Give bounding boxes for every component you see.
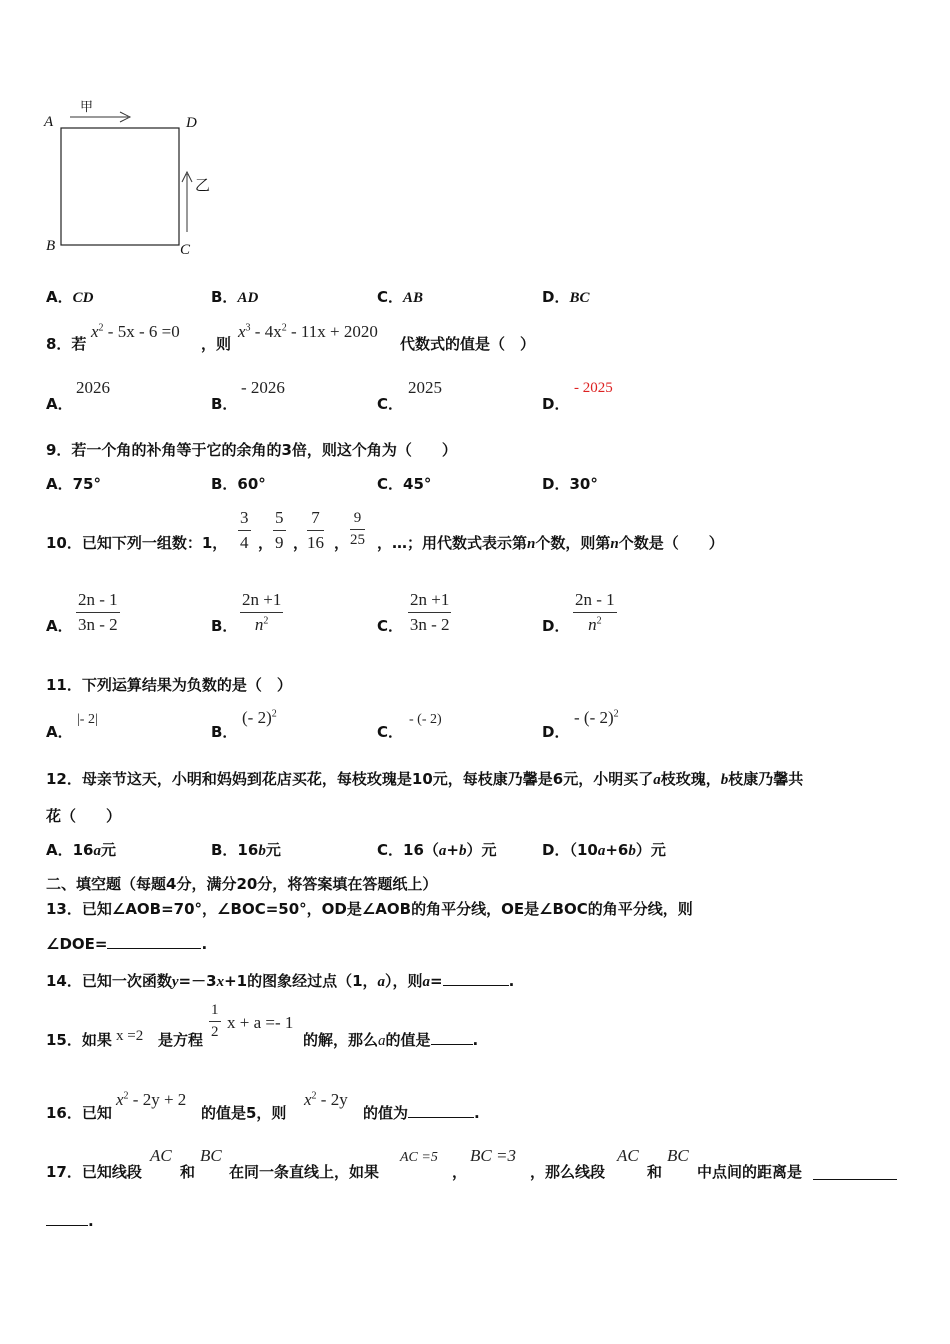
q8-suffix: 代数式的值是（ ）: [400, 335, 536, 353]
q12-opt-d-suf: ）元: [635, 841, 666, 859]
q12-option-d[interactable]: [542, 839, 666, 860]
q16-expr1-sup: 2: [123, 1090, 129, 1102]
q16-expr1-x: x: [116, 1090, 124, 1109]
q10-suffix-a: ，…；用代数式表示第: [377, 534, 528, 552]
q17-ac-2: AC: [617, 1146, 639, 1165]
q10-f4-den: 25: [350, 532, 365, 548]
q13-line2-a: ∠DOE=: [46, 935, 108, 953]
q7-option-b-letter: B．: [211, 288, 238, 306]
q14-part1: 14．已知一次函数: [46, 972, 172, 990]
q12-opt-b-pre: B．16: [211, 841, 259, 859]
q8-eq1-x: x: [91, 322, 99, 341]
q10-f1-den: 4: [240, 533, 249, 552]
q8-option-d-value: - 2025: [574, 380, 613, 396]
q16-part2: 的值是5，则: [201, 1104, 287, 1122]
q12-line1-c: 枝康乃馨共: [728, 770, 804, 788]
q14-part3: +1的图象经过点（1，: [224, 972, 378, 990]
vertex-c-label: C: [180, 242, 191, 258]
q8-option-d-letter[interactable]: D．: [542, 395, 570, 413]
q11-option-d-value: [574, 708, 619, 728]
q10-option-c-fraction: [408, 590, 451, 635]
q8-option-c-letter[interactable]: C．: [377, 395, 404, 413]
q10-var-n-1: n: [527, 536, 536, 552]
q13-line-1: 13．已知∠AOB=70°，∠BOC=50°，OD是∠AOB的角平分线，OE是∠BOC的角平分线，则: [46, 900, 693, 918]
q12-opt-c-suf: ）元: [466, 841, 497, 859]
q12-line1-a: 12．母亲节这天，小明和妈妈到花店买花，每枝玫瑰是10元，每枝康乃馨是6元，小明买了: [46, 770, 654, 788]
q10-opt-c-den: 3n - 2: [409, 615, 450, 634]
q17-part1: 17．已知线段: [46, 1163, 142, 1181]
q11-opt-d-base: - (- 2): [574, 708, 614, 727]
q11-opt-b-base: (- 2): [242, 708, 272, 727]
q16-expr1-rest: - 2y + 2: [128, 1090, 187, 1109]
q11-option-d-letter[interactable]: D．: [542, 723, 570, 741]
q10-comma-3: ，: [334, 534, 350, 552]
q11-option-b-value: [242, 708, 277, 728]
q10-f1-num: 3: [238, 508, 251, 531]
q16-tail: [363, 1102, 480, 1123]
q17-end: .: [88, 1212, 94, 1230]
q17-he-1: 和: [180, 1163, 196, 1181]
q10-fraction-2: [273, 508, 286, 553]
q12-opt-b-var: b: [258, 843, 266, 859]
q15-end: .: [472, 1031, 479, 1049]
q13-answer-blank[interactable]: [107, 948, 201, 949]
q17-he-2: 和: [647, 1163, 663, 1181]
q8-expression: [238, 322, 378, 342]
q17-answer-blank-line2[interactable]: [46, 1225, 88, 1226]
q12-option-a[interactable]: [46, 839, 116, 860]
q10-option-d-letter[interactable]: D．: [542, 617, 570, 635]
q10-f3-num: 7: [307, 508, 324, 531]
q14-part5: =: [430, 972, 443, 990]
q10-f3-den: 16: [307, 533, 324, 552]
q15-part2: 是方程: [158, 1031, 204, 1049]
q10-f2-num: 5: [273, 508, 286, 531]
q11-option-c-letter[interactable]: C．: [377, 723, 404, 741]
q9-option-b[interactable]: B．60°: [211, 475, 266, 493]
q17-answer-blank-line1[interactable]: [813, 1161, 897, 1180]
q11-option-c-value: - (- 2): [409, 712, 442, 727]
q12-line-2: 花（ ）: [46, 807, 122, 825]
q10-opt-d-den-n: n: [588, 615, 597, 634]
q7-option-b[interactable]: [211, 286, 258, 307]
q17-line-2: [46, 1212, 94, 1230]
q8-equation-1: [91, 322, 180, 342]
vertex-a-label: A: [44, 114, 54, 130]
q17-bc-1: BC: [200, 1146, 222, 1165]
q12-opt-a-var: a: [93, 843, 101, 859]
q12-opt-a-suf: 元: [100, 841, 116, 859]
q12-opt-a-pre: A．16: [46, 841, 94, 859]
q7-option-d-letter: D．: [542, 288, 570, 306]
q8-eq2-term-3: - 11x + 2020: [286, 322, 378, 341]
q14-var-a-2: a: [422, 974, 431, 990]
q15-part4: 的值是: [385, 1031, 431, 1049]
q12-opt-d-plus: +6: [605, 841, 629, 859]
vertex-b-label: B: [46, 238, 56, 254]
q12-opt-c-pre: C．16（: [377, 841, 439, 859]
q16-expression-1: [116, 1090, 186, 1110]
q8-eq2-sup-1: 3: [245, 322, 251, 334]
q8-option-a-letter[interactable]: A．: [46, 395, 73, 413]
q10-fraction-4: [350, 510, 365, 549]
q8-eq1-rest: - 5x - 6 =0: [103, 322, 180, 341]
q7-option-c-text: AB: [403, 290, 424, 306]
q12-opt-c-var-b: b: [458, 843, 467, 859]
arrow-jia-label: 甲: [80, 100, 94, 115]
q10-fraction-3: [307, 508, 324, 553]
q16-expr2-x: x: [304, 1090, 312, 1109]
q8-mid: ，则: [201, 335, 232, 353]
q10-opt-b-den-sup: 2: [263, 615, 269, 627]
q8-eq2-term-2: - 4x: [250, 322, 282, 341]
q17-part3: ，那么线段: [530, 1163, 606, 1181]
q15-var-a: a: [378, 1033, 386, 1049]
q10-option-a-letter[interactable]: A．: [46, 617, 73, 635]
q9-option-a[interactable]: A．75°: [46, 475, 101, 493]
q15-tail: [303, 1029, 478, 1050]
q15-answer-blank[interactable]: [431, 1044, 473, 1045]
q12-opt-d-var-a: a: [597, 843, 606, 859]
q14-var-x: x: [216, 974, 225, 990]
q12-opt-c-var-a: a: [438, 843, 447, 859]
q14-text: [46, 970, 514, 991]
q9-option-c[interactable]: C．45°: [377, 475, 432, 493]
q15-frac-den: 2: [211, 1024, 219, 1040]
q8-option-c-value: 2025: [408, 378, 442, 397]
q7-option-c[interactable]: [377, 286, 423, 307]
q10-option-d-fraction: [573, 590, 617, 635]
q7-option-d[interactable]: [542, 286, 589, 307]
q10-option-b-fraction: [240, 590, 283, 635]
q17-comma: ，: [452, 1163, 468, 1181]
q13-line-2: [46, 935, 207, 953]
q14-var-y: y: [171, 974, 179, 990]
q10-opt-a-num: 2n - 1: [76, 590, 120, 613]
q16-part3: 的值为: [363, 1104, 409, 1122]
q11-option-b-letter[interactable]: B．: [211, 723, 238, 741]
q17-bc-2: BC: [667, 1146, 689, 1165]
q10-suffix-b: 个数，则第: [535, 534, 611, 552]
q10-suffix-c: 个数是（ ）: [618, 534, 724, 552]
q16-expr2-rest: - 2y: [316, 1090, 348, 1109]
square-outline: [61, 128, 179, 245]
q14-answer-blank[interactable]: [443, 985, 509, 986]
q10-opt-d-num: 2n - 1: [573, 590, 617, 613]
q12-var-b: b: [720, 772, 729, 788]
q17-ac-eq: [400, 1150, 438, 1166]
q7-option-a-text: CD: [72, 290, 94, 306]
q10-opt-d-den: [573, 613, 617, 635]
q14-var-a-1: a: [377, 974, 386, 990]
q10-opt-c-num: 2n +1: [408, 590, 451, 613]
q15-part1: 15．如果: [46, 1031, 112, 1049]
q12-opt-d-var-b: b: [628, 843, 636, 859]
q14-part2: =－3: [178, 972, 217, 990]
section-2-title: 二、填空题（每题4分，满分20分，将答案填在答题纸上）: [46, 875, 438, 893]
q10-option-a-fraction: [76, 590, 120, 635]
q15-eq-rest: x + a =- 1: [227, 1013, 294, 1032]
vertex-d-label: D: [186, 115, 197, 131]
q17-bc-eq-text: BC =3: [470, 1146, 516, 1165]
q10-suffix: [377, 532, 724, 553]
q11-option-a-value: |- 2|: [77, 712, 98, 727]
q11-option-a-letter[interactable]: A．: [46, 723, 73, 741]
q10-opt-d-den-sup: 2: [596, 615, 602, 627]
q15-part3: 的解，那么: [303, 1031, 379, 1049]
q15-frac-num: 1: [209, 1002, 221, 1022]
q7-option-d-text: BC: [569, 290, 590, 306]
q10-f2-den: 9: [275, 533, 284, 552]
q16-expression-2: [304, 1090, 348, 1110]
q11-opt-d-sup: 2: [613, 708, 619, 720]
q16-answer-blank[interactable]: [408, 1117, 474, 1118]
q10-opt-b-num: 2n +1: [240, 590, 283, 613]
q12-line1-b: 枝玫瑰，: [660, 770, 721, 788]
q17-part4: 中点间的距离是: [697, 1163, 803, 1181]
q17-bc-eq: [470, 1146, 516, 1166]
q11-opt-b-sup: 2: [271, 708, 277, 720]
q9-option-d[interactable]: D．30°: [542, 475, 598, 493]
q10-fraction-1: [238, 508, 251, 553]
q17-ac-eq-text: AC =5: [400, 1150, 438, 1165]
q10-opt-b-den-n: n: [254, 615, 264, 634]
q10-opt-b-den: [240, 613, 283, 635]
q12-line-1: [46, 768, 803, 789]
q16-end: .: [474, 1104, 480, 1122]
q17-ac-1: AC: [150, 1146, 172, 1165]
q16-part1: 16．已知: [46, 1104, 112, 1122]
q10-comma-1: ，: [258, 534, 274, 552]
q12-opt-b-suf: 元: [265, 841, 281, 859]
q9-text: 9．若一个角的补角等于它的余角的3倍，则这个角为（ ）: [46, 441, 457, 459]
q10-option-b-letter[interactable]: B．: [211, 617, 238, 635]
q15-eq-x: x =2: [116, 1028, 144, 1044]
q14-part4: ），则: [385, 972, 423, 990]
square-diagram: [40, 92, 230, 262]
q8-option-b-letter[interactable]: B．: [211, 395, 238, 413]
q12-option-c[interactable]: [377, 839, 496, 860]
q15-fraction-half: [209, 1002, 221, 1041]
q12-option-b[interactable]: [211, 839, 281, 860]
q7-option-c-letter: C．: [377, 288, 404, 306]
q17-part2: 在同一条直线上，如果: [229, 1163, 380, 1181]
q13-line2-end: .: [201, 935, 208, 953]
q14-end: .: [508, 972, 515, 990]
q12-var-a: a: [653, 772, 661, 788]
q8-eq2-x: x: [238, 322, 246, 341]
q8-eq2-sup-2: 2: [281, 322, 287, 334]
q8-option-a-value: 2026: [76, 378, 110, 397]
q16-expr2-sup: 2: [311, 1090, 317, 1102]
arrow-yi-label: 乙: [195, 176, 211, 194]
q8-option-b-value: - 2026: [241, 378, 285, 397]
q10-option-c-letter[interactable]: C．: [377, 617, 404, 635]
q8-prefix: 8．若: [46, 335, 87, 353]
q10-comma-2: ，: [293, 534, 309, 552]
q12-opt-c-plus: +: [446, 841, 459, 859]
q7-option-a-letter: A．: [46, 288, 73, 306]
q10-prefix: 10．已知下列一组数：1，: [46, 534, 228, 552]
q10-opt-a-den: 3n - 2: [78, 615, 118, 634]
q11-text: 11．下列运算结果为负数的是（ ）: [46, 676, 292, 694]
q7-option-b-text: AD: [237, 290, 259, 306]
q8-eq1-sup: 2: [98, 322, 104, 334]
q7-option-a[interactable]: [46, 286, 93, 307]
q10-f4-num: 9: [350, 510, 365, 530]
q10-var-n-2: n: [610, 536, 619, 552]
q12-opt-d-pre: D．（10: [542, 841, 598, 859]
